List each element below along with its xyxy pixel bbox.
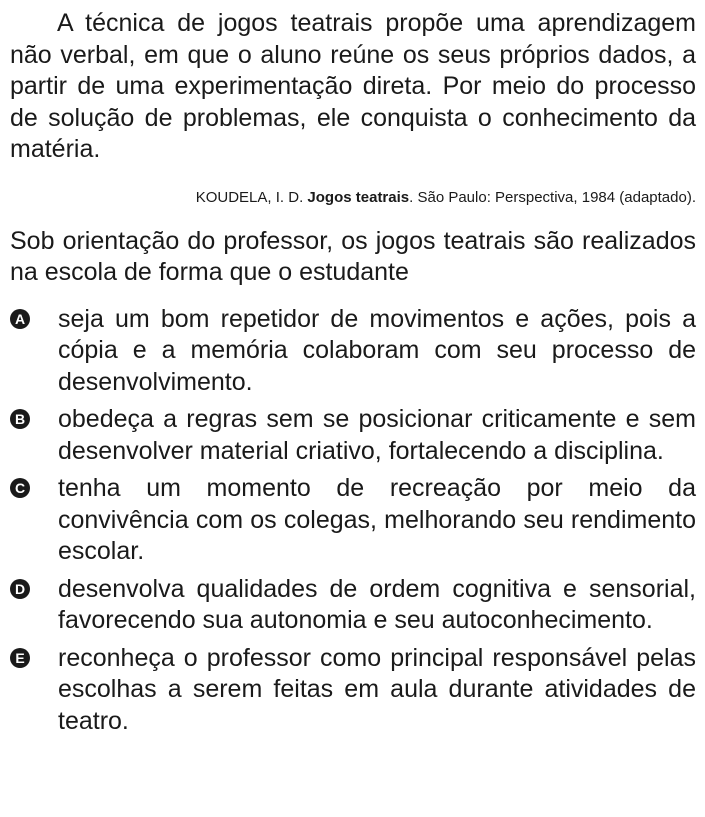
option-e-letter-icon: E	[10, 648, 30, 668]
option-a-text: seja um bom repetidor de movimentos e ações, pois a cópia e a memória colaboram com seu processo de desenvolvimento.	[58, 304, 696, 396]
option-e-text: reconheça o professor como principal responsável pelas escolhas a serem feitas em aula durante atividades de teatro.	[58, 643, 696, 735]
option-e[interactable]	[10, 643, 696, 738]
answer-options	[10, 304, 696, 738]
option-d-letter-icon: D	[10, 579, 30, 599]
option-d-text: desenvolva qualidades de ordem cognitiva e sensorial, favorecendo sua autonomia e seu autoconhecimento.	[58, 574, 696, 634]
passage-text: A técnica de jogos teatrais propõe uma aprendizagem não verbal, em que o aluno reúne os seus próprios dados, a partir de uma experimentação direta. Por meio do processo de solução de problemas, ele conquista o conhecimento da matéria.	[10, 9, 696, 163]
question-stem: Sob orientação do professor, os jogos teatrais são realizados na escola de forma que o estudante	[10, 226, 696, 286]
option-b[interactable]	[10, 404, 696, 467]
option-a-letter-icon: A	[10, 309, 30, 329]
option-c-text: tenha um momento de recreação por meio da convivência com os colegas, melhorando seu rendimento escolar.	[58, 474, 696, 565]
citation-title: Jogos teatrais	[307, 188, 410, 206]
citation-author: KOUDELA, I. D.	[195, 188, 304, 206]
option-c-letter-icon: C	[10, 478, 30, 498]
citation	[10, 188, 696, 208]
citation-rest: . São Paulo: Perspectiva, 1984 (adaptado).	[409, 188, 696, 206]
option-d[interactable]	[10, 574, 696, 637]
question-page	[10, 8, 696, 743]
option-b-letter-icon: B	[10, 409, 30, 429]
option-b-text: obedeça a regras sem se posicionar criticamente e sem desenvolver material criativo, fortalecendo a disciplina.	[58, 405, 696, 465]
option-a[interactable]	[10, 304, 696, 399]
option-c[interactable]	[10, 473, 696, 568]
